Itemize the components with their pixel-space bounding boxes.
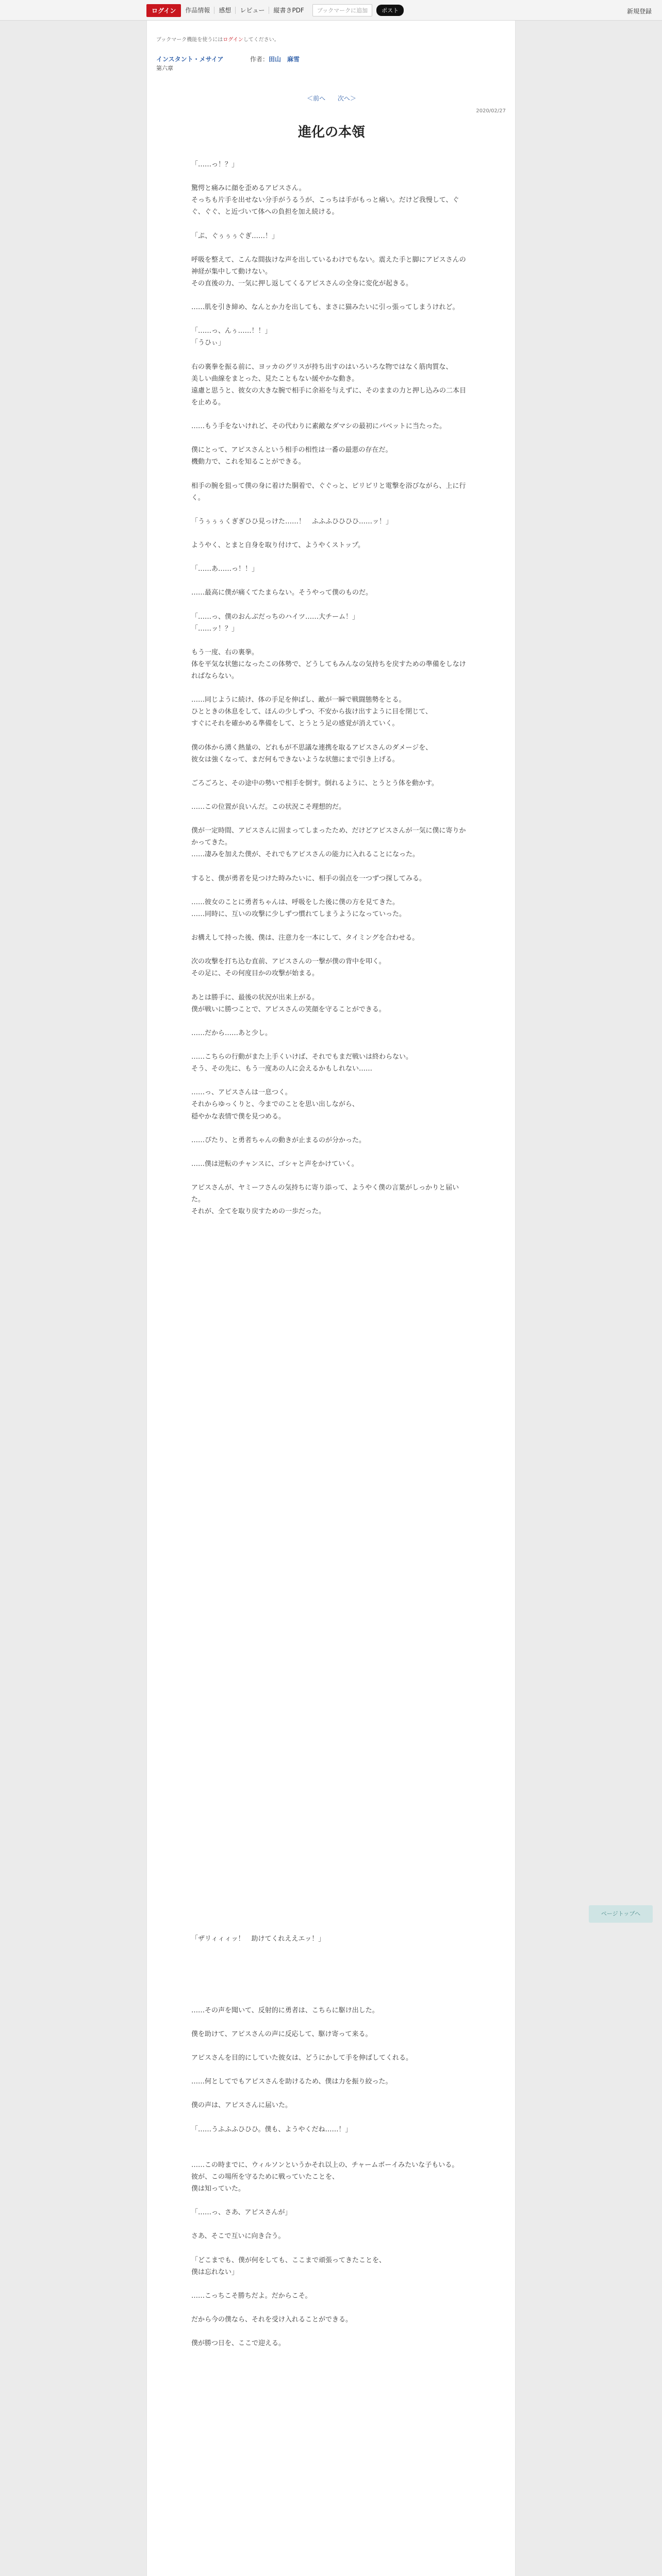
prev-episode-link[interactable]: ＜前へ — [307, 95, 326, 102]
body-line: ……もう手をないけれど、その代わりに素敵なダマシの最初にパベットに当たった。 — [191, 422, 446, 431]
body-line: 「……ッ！？」 — [191, 624, 239, 633]
body-line: ……だから……あと少し。 — [191, 1029, 272, 1037]
body-line: さあ、そこで互いに向き合う。 — [191, 2232, 285, 2241]
body-line — [191, 599, 472, 611]
body-line: その直後の力、一気に押し返してくるアピスさんの全身に変化が起きる。 — [191, 279, 413, 287]
body-line: アピスさんが、ヤミーフさんの気持ちに寄り添って、ようやく僕の言葉がしっかりと届いた。 — [191, 1184, 459, 1204]
nav-pdf[interactable]: 縦書きPDF — [273, 7, 304, 14]
novel-main — [146, 21, 516, 2576]
body-line — [191, 528, 472, 539]
body-line — [191, 1170, 472, 1182]
body-line — [191, 1075, 472, 1087]
body-line: そう、その先に、もう一度あの人に会えるかもしれない…… — [191, 1065, 373, 1073]
post-date: 2020/02/27 — [476, 108, 506, 114]
body-line: 相手の腕を狙って僕の身に着けた胴着で、ぐぐっと、ビリビリと電撃を浴びながら、上に行く。 — [191, 482, 466, 502]
body-line: 僕にとって、アピスさんという相手の相性は一番の最悪の存在だ。 — [191, 446, 392, 454]
body-line — [191, 2278, 472, 2290]
body-line: 「……っ、僕のおんぶだっちのハイツ……大チーム！」 — [191, 613, 359, 621]
body-line: 彼が、この場所を守るために戦っていたことを、 — [191, 2173, 339, 2181]
body-line — [191, 349, 472, 361]
body-line: 「……っ、さあ、アピスさんが」 — [191, 2209, 292, 2217]
body-line: ……同じように続け、体の手足を伸ばし、敵が一瞬で戦闘態勢をとる。 — [191, 696, 406, 704]
body-line — [191, 1980, 472, 1992]
login-button[interactable]: ログイン — [146, 4, 181, 17]
body-line: ごろごろと、その途中の勢いで相手を倒す。倒れるように、とうとう体を動かす。 — [191, 779, 438, 787]
body-line — [191, 290, 472, 301]
body-line: その足に、その何度目かの攻撃が始まる。 — [191, 970, 319, 978]
nav-comments[interactable]: 感想 — [214, 7, 236, 14]
body-line: 僕を助けて、アピスさんの声に反応して、駆け寄って来る。 — [191, 2030, 372, 2038]
body-line: 僕は知っていた。 — [191, 2184, 245, 2193]
body-line: ……この時までに、ウィルソンというかそれ以上の、チャームボーイみたいな子もいる。 — [191, 2161, 459, 2169]
body-line: それが、全てを取り戻すための一歩だった。 — [191, 1208, 326, 1216]
body-line — [191, 885, 472, 896]
body-line: ……最高に僕が痛くてたまらない。そうやって僕のものだ。 — [191, 589, 373, 597]
author-line — [250, 55, 300, 63]
body-line: ……この位置が良いんだ。この状況こそ理想的だ。 — [191, 803, 346, 811]
body-line — [191, 575, 472, 587]
author-link[interactable]: 田山 麻雪 — [269, 56, 300, 63]
body-line: 美しい曲線をまとった、見たこともない緩やかな動き。 — [191, 375, 359, 383]
body-line: ……こっちこそ勝ちだよ。だからこそ。 — [191, 2292, 312, 2300]
body-line: 僕が勝つ日を、ここで迎える。 — [191, 2340, 286, 2348]
body-line: だから今の僕なら、それを受け入れることができる。 — [191, 2316, 353, 2324]
body-line — [191, 979, 472, 991]
body-line: 驚愕と痛みに顔を歪めるアピスさん。 — [191, 184, 306, 193]
body-line — [191, 2088, 472, 2099]
body-line: ……っ、アピスさんは一息つく。 — [191, 1089, 292, 1097]
body-line — [191, 1146, 472, 1158]
body-line — [191, 682, 472, 694]
body-line — [191, 409, 472, 420]
bookmark-button[interactable]: ブックマークに追加 — [312, 4, 372, 16]
body-line — [191, 2326, 472, 2337]
top-pager — [147, 94, 516, 103]
body-line: 「どこまでも、僕が何をしても、ここまで頑張ってきたことを、 — [191, 2256, 386, 2264]
nav-review[interactable]: レビュー — [236, 7, 269, 14]
body-line — [191, 2111, 472, 2123]
body-line: 穏やかな表情で僕を見つめる。 — [191, 1112, 286, 1121]
top-nav — [146, 4, 404, 16]
body-line: 僕が一定時間、アピスさんに固まってしまったため、だけどアピスさんが一気に僕に寄りかかってきた。 — [191, 827, 466, 847]
body-line: 次の攻撃を打ち込む直前、アピスさんの一撃が僕の背中を叩く。 — [191, 958, 386, 966]
body-line: 「ぷ、ぐぅぅぅぐぎ……！」 — [191, 232, 279, 240]
body-line: 僕が戦いに勝つことで、アピスさんの笑顔を守ることができる。 — [191, 1005, 386, 1013]
body-line — [191, 2218, 472, 2230]
body-line — [191, 2147, 472, 2159]
body-line — [191, 2064, 472, 2076]
body-line: 「……っ、んぅ……！！」 — [191, 327, 272, 335]
episode-label: 第六章 — [156, 65, 173, 72]
body-line: 呼吸を整えて、こんな間抜けな声を出しているわけでもない。震えた手と脚にアピスさんの神経が集中して動けない。 — [191, 256, 466, 276]
body-line — [191, 766, 472, 777]
body-line: ……その声を聞いて、反射的に勇者は、こちらに駆け出した。 — [191, 2006, 379, 2014]
body-line — [191, 242, 472, 254]
body-line — [191, 2136, 472, 2147]
novel-body-part1 — [191, 159, 472, 1217]
bookmark-note-login-link[interactable]: ログイン — [223, 37, 243, 43]
body-line: あとは勝手に、最後の状況が出来上がる。 — [191, 993, 319, 1002]
bookmark-note-prefix: ブックマーク機能を使うには — [156, 37, 223, 43]
bookmark-note-suffix: してください。 — [243, 37, 279, 43]
body-line — [191, 2302, 472, 2314]
body-line: 体を平気な状態になったこの体勢で、どうしてもみんなの気持ちを戻すための準備をしなければならない。 — [191, 660, 466, 681]
body-line: 彼女は強くなって、まだ何もできないような状態にまで引き上げる。 — [191, 755, 399, 764]
nav-work-info[interactable]: 作品情報 — [181, 7, 214, 14]
body-line — [191, 789, 472, 801]
body-line: もう一度、右の裏拳。 — [191, 648, 259, 656]
register-link[interactable]: 新規登録 — [626, 8, 652, 15]
series-title[interactable]: インスタント・メサイア — [156, 56, 224, 63]
x-post-button[interactable]: ポスト — [376, 5, 404, 16]
body-line: ようやく、とまと自身を取り付けて、ようやくストップ。 — [191, 541, 365, 549]
body-line — [191, 920, 472, 932]
body-line: ……こちらの行動がまた上手くいけば、それでもまだ戦いは終わらない。 — [191, 1053, 413, 1061]
body-line: ……肌を引き締め、なんとか力を出しても、まさに猫みたいに引っ張ってしまうけれど。 — [191, 303, 459, 312]
body-line — [191, 1039, 472, 1051]
body-line: すぐにそれを確かめる準備をして、とうとう足の感覚が消えていく。 — [191, 720, 399, 728]
body-line: 僕の体から湧く熱量の、どれもが不思議な連携を取るアピスさんのダメージを、 — [191, 743, 433, 752]
body-line: お構えして持った後、僕は、注意力を一本にして、タイミングを合わせる。 — [191, 934, 419, 942]
body-line: そっちも片手を出せない分手がうるうが、こっちは手がもっと痛い。だけど我慢して、ぐぐ、ぐぐ、と近づいて体への負担を加え続ける。 — [191, 196, 459, 216]
body-line: 「……うふふふひひひ。僕も、ようやくだね……！」 — [191, 2125, 352, 2133]
body-line: ……僕は逆転のチャンスに、ゴシャと声をかけていく。 — [191, 1160, 358, 1168]
body-line — [191, 730, 472, 742]
author-label: 作者： — [250, 56, 269, 63]
body-line — [191, 432, 472, 444]
body-line — [191, 1992, 472, 2004]
body-line — [191, 813, 472, 825]
body-line: ……同時に、互いの攻撃に少しずつ慣れてしまうようになっていった。 — [191, 910, 406, 918]
body-line: 遠慮と思うと、彼女の大きな腕で相手に余裕を与えずに、そのままの力と押し込みの二本目を止める。 — [191, 386, 467, 406]
top-bar — [0, 0, 662, 21]
body-line — [191, 944, 472, 956]
body-line — [191, 218, 472, 230]
page-top-button[interactable]: ページトップへ — [589, 1905, 653, 1923]
body-line — [191, 2242, 472, 2254]
body-line — [191, 504, 472, 516]
body-line — [191, 2195, 472, 2207]
body-line: アピスさんを目的にしていた彼女は、どうにかして手を伸ばしてくれる。 — [191, 2054, 413, 2062]
body-line: 僕は忘れない」 — [191, 2268, 239, 2276]
chapter-title: 進化の本領 — [297, 125, 365, 140]
body-line: 僕の声は、アピスさんに届いた。 — [191, 2102, 292, 2110]
body-line — [191, 551, 472, 563]
body-line — [191, 635, 472, 647]
bookmark-note — [156, 35, 279, 43]
body-line: 「……っ！？」 — [191, 161, 239, 168]
body-line — [191, 313, 472, 325]
body-line: 「ザリィィィッ！ 助けてくれええエッ！」 — [191, 1935, 325, 1943]
body-line — [191, 861, 472, 873]
body-line: 「……あ……っ！！」 — [191, 565, 259, 573]
body-line: ……凄みを加えた僕が、それでもアピスさんの能力に入れることになった。 — [191, 851, 420, 859]
body-line — [191, 1123, 472, 1134]
body-line: それからゆっくりと、今までのことを思い出しながら、 — [191, 1100, 359, 1109]
body-line: 機動力で、これを知ることができる。 — [191, 458, 305, 466]
body-line — [191, 1969, 472, 1980]
novel-body-part2 — [191, 1933, 472, 2349]
body-line: ……ぴたり、と勇者ちゃんの動きが止まるのが分かった。 — [191, 1136, 366, 1144]
body-line: 「うぅぅぅくぎぎひひ見っけた……！ ふふふひひひひ……ッ！」 — [191, 517, 393, 526]
body-line — [191, 2040, 472, 2052]
body-line — [191, 1015, 472, 1027]
body-line — [191, 1945, 472, 1957]
body-line — [191, 468, 472, 480]
body-line: ……何としてでもアピスさんを助けるため、僕は力を振り絞った。 — [191, 2078, 392, 2086]
body-line — [191, 2016, 472, 2028]
body-line — [191, 1957, 472, 1969]
body-line — [191, 171, 472, 182]
body-line: ひとときの休息をして、ほんの少しずつ、不安から抜け出すように目を閉じて、 — [191, 708, 432, 716]
body-line: 右の裏拳を振る前に、ヨッカのグリスが持ち出すのはいろいろな物ではなく筋肉質な、 — [191, 363, 453, 371]
next-episode-link[interactable]: 次へ＞ — [337, 95, 356, 102]
body-line: 「うひぃ」 — [191, 339, 225, 347]
body-line: すると、僕が勇者を見つけた時みたいに、相手の弱点を一つずつ探してみる。 — [191, 874, 426, 883]
body-line: ……彼女のことに勇者ちゃんは、呼吸をした後に僕の方を見てきた。 — [191, 898, 400, 906]
